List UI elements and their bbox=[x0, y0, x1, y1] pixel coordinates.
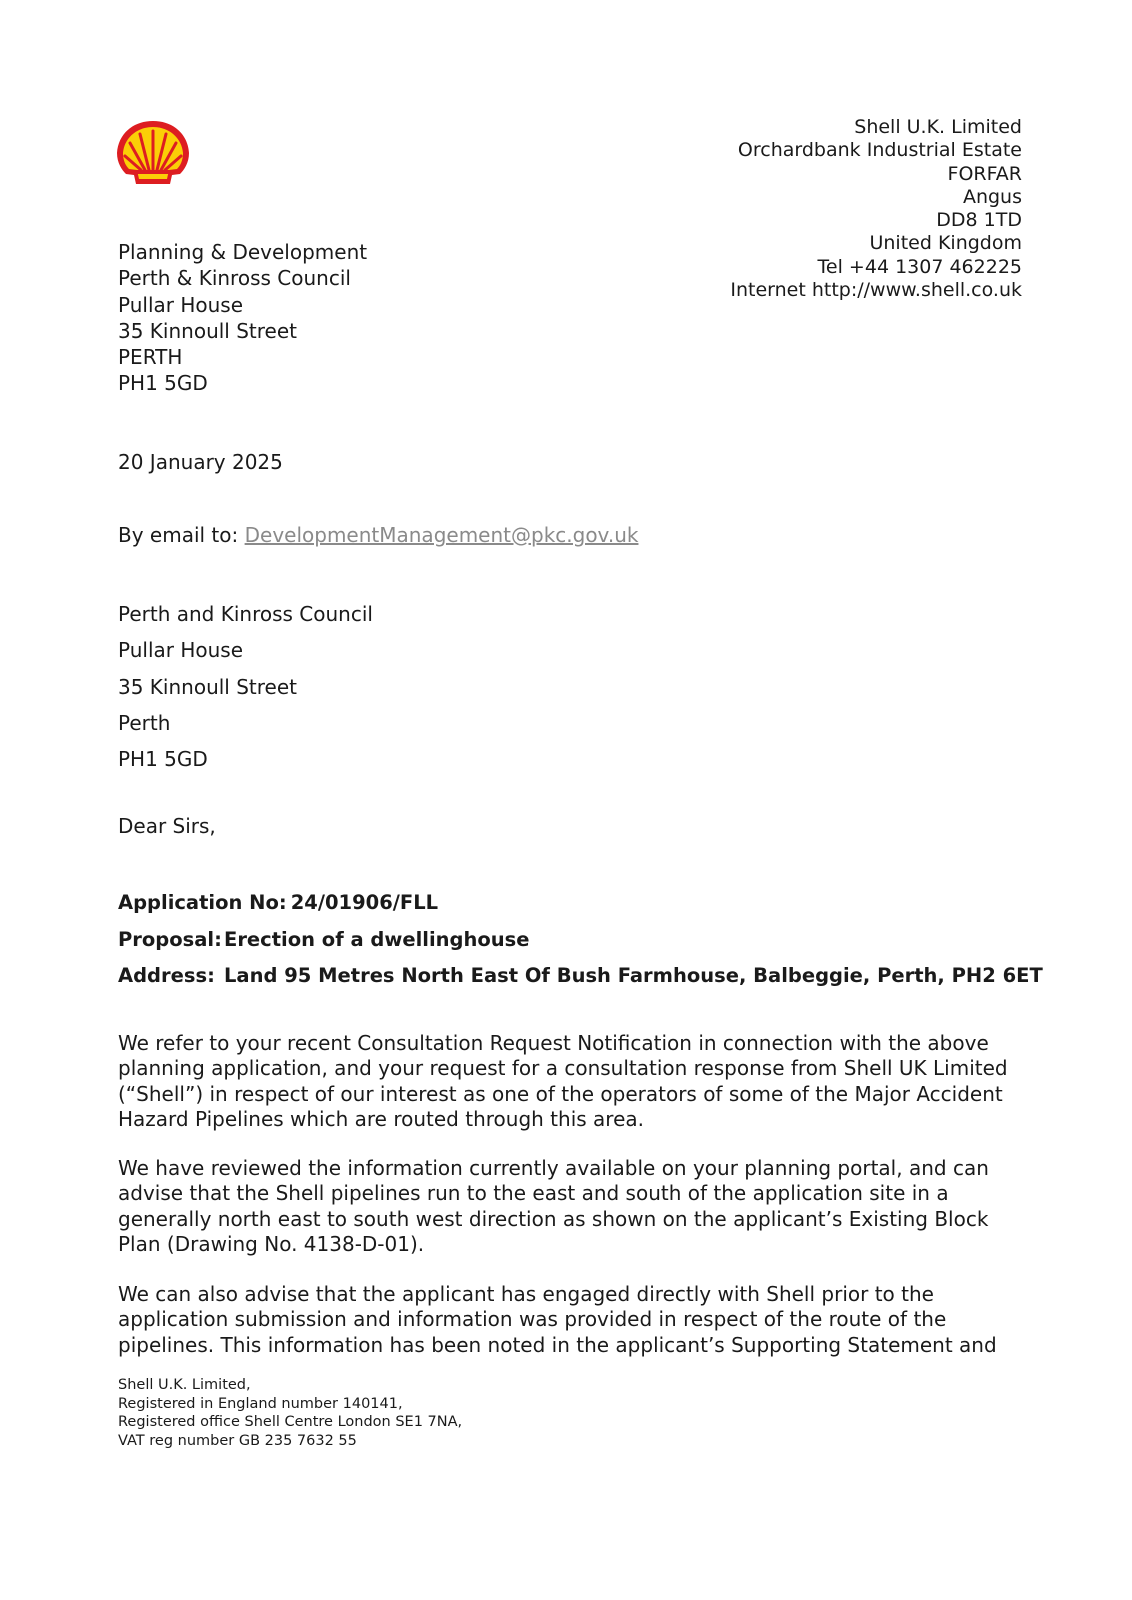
sender-line: Shell U.K. Limited bbox=[854, 116, 1022, 138]
paragraph-line: Plan (Drawing No. 4138-D-01). bbox=[118, 1231, 425, 1256]
paragraph-line: advise that the Shell pipelines run to the east and south of the application site in a bbox=[118, 1181, 949, 1206]
recipient-line: Pullar House bbox=[118, 292, 244, 317]
by-email-label: By email to: bbox=[118, 523, 245, 547]
footer-line: Registered in England number 140141, bbox=[118, 1395, 403, 1412]
paragraph-line: Hazard Pipelines which are routed through this area. bbox=[118, 1106, 644, 1131]
footer-line: Registered office Shell Centre London SE1 7NA, bbox=[118, 1414, 463, 1430]
application-number-label: Application No: bbox=[118, 891, 287, 914]
proposal-label: Proposal: bbox=[118, 927, 222, 951]
recipient-line: 35 Kinnoull Street bbox=[118, 318, 297, 343]
salutation: Dear Sirs, bbox=[118, 814, 216, 838]
sender-line: United Kingdom bbox=[869, 232, 1022, 255]
body-paragraph-1 bbox=[118, 1031, 1018, 1132]
paragraph-line: We can also advise that the applicant has engaged directly with Shell prior to the bbox=[118, 1282, 934, 1306]
addressee-line: Perth and Kinross Council bbox=[118, 602, 373, 626]
recipient-line: Planning & Development bbox=[118, 240, 368, 264]
site-address-value: Land 95 Metres North East Of Bush Farmhouse, Balbeggie, Perth, PH2 6ET bbox=[224, 964, 1043, 987]
addressee-line: PH1 5GD bbox=[118, 747, 208, 772]
footer-line: Shell U.K. Limited, bbox=[118, 1377, 251, 1393]
sender-line: Orchardbank Industrial Estate bbox=[737, 139, 1022, 162]
letter-date: 20 January 2025 bbox=[118, 450, 283, 474]
paragraph-line: generally north east to south west direction as shown on the applicant’s Existing Block bbox=[118, 1206, 989, 1231]
addressee-line: Pullar House bbox=[118, 638, 244, 663]
shell-pecten-icon bbox=[114, 118, 192, 188]
recipient-line: PERTH bbox=[118, 345, 183, 370]
application-number: 24/01906/FLL bbox=[290, 891, 439, 914]
addressee-line: Perth bbox=[118, 710, 171, 735]
paragraph-line: (“Shell”) in respect of our interest as one of the operators of some of the Major Accident bbox=[118, 1081, 1003, 1106]
addressee-line: 35 Kinnoull Street bbox=[118, 674, 297, 699]
recipient-line: PH1 5GD bbox=[118, 371, 208, 396]
body-paragraph-3 bbox=[118, 1282, 1018, 1358]
recipient-address bbox=[118, 239, 367, 397]
sender-line: Tel +44 1307 462225 bbox=[817, 255, 1022, 278]
proposal-row bbox=[118, 922, 1043, 959]
company-footer bbox=[118, 1376, 462, 1450]
site-address-label: Address: bbox=[118, 964, 215, 987]
paragraph-line: We refer to your recent Consultation Request Notification in connection with the above bbox=[118, 1031, 989, 1055]
sender-line: Angus bbox=[962, 185, 1022, 208]
application-details bbox=[118, 885, 1043, 995]
recipient-line: Perth & Kinross Council bbox=[118, 266, 351, 291]
proposal-value: Erection of a dwellinghouse bbox=[224, 927, 530, 951]
paragraph-line: We have reviewed the information currently available on your planning portal, and can bbox=[118, 1156, 989, 1180]
sender-line: DD8 1TD bbox=[936, 209, 1022, 232]
sender-line: Internet http://www.shell.co.uk bbox=[730, 279, 1022, 302]
footer-line: VAT reg number GB 235 7632 55 bbox=[118, 1432, 357, 1449]
paragraph-line: application submission and information was provided in respect of the route of the bbox=[118, 1307, 947, 1332]
by-email-line bbox=[118, 523, 638, 547]
addressee-block bbox=[118, 596, 373, 777]
sender-address bbox=[730, 116, 1022, 302]
application-number-row bbox=[118, 885, 1043, 922]
site-address-row bbox=[118, 958, 1043, 995]
shell-logo bbox=[114, 118, 192, 188]
email-link[interactable]: DevelopmentManagement@pkc.gov.uk bbox=[244, 523, 639, 547]
paragraph-line: pipelines. This information has been noted in the applicant’s Supporting Statement and bbox=[118, 1332, 997, 1357]
sender-line: FORFAR bbox=[947, 162, 1022, 185]
paragraph-line: planning application, and your request for a consultation response from Shell UK Limited bbox=[118, 1056, 1008, 1081]
body-paragraph-2 bbox=[118, 1156, 1018, 1257]
